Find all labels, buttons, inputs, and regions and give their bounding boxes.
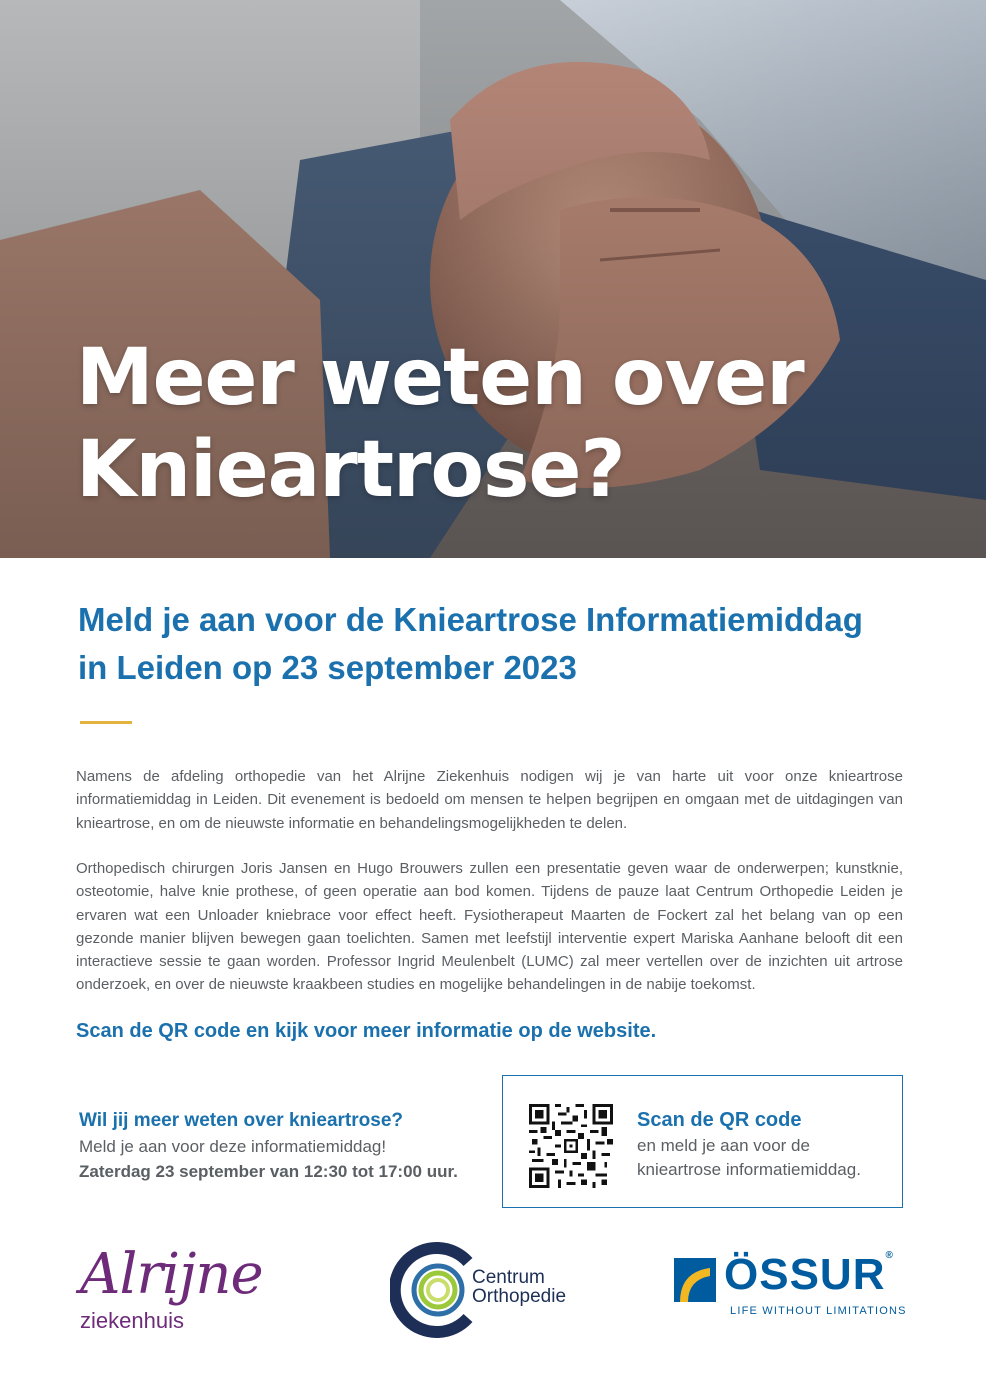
ossur-logo <box>674 1250 914 1328</box>
program-paragraph: Orthopedisch chirurgen Joris Jansen en Hugo Brouwers zullen een presentatie geven waar de onderwerpen; kunstknie, osteotomie, halve knie prothese, of geen operatie aan bod komen. Tijdens de pauze laat Centrum Orthopedie Leiden je ervaren wat een Unloader kniebrace voor effect heeft. Fysiotherapeut Maarten de Fockert zal het belang van op een gezonde manier blijven bewegen gaan toelichten. Samen met leefstijl interventie expert Mariska Aanhane belooft dit een interactieve sessie te gaan worden. Professor Ingrid Meulenbelt (LUMC) zal meer vertellen over de inzichten uit artrose onderzoek, en over de nieuwste kraakbeen studies en mogelijke behandelingen in de nabije toekomst. <box>76 860 903 994</box>
centrum-wordmark <box>472 1268 566 1306</box>
headline-line-1: Meld je aan voor de Knieartrose Informatiemiddag <box>78 601 863 638</box>
hero-title-line-2: Knieartrose? <box>76 425 625 515</box>
qr-title: Scan de QR code <box>637 1109 802 1131</box>
qr-signup-box <box>502 1075 903 1208</box>
ossur-wordmark <box>724 1250 894 1300</box>
event-info-block <box>79 1107 458 1185</box>
info-register-text: Meld je aan voor deze informatiemiddag! <box>79 1137 387 1156</box>
centrum-line-1: Centrum <box>472 1267 545 1288</box>
ossur-emblem-icon <box>674 1258 716 1302</box>
hero-title <box>76 332 804 516</box>
qr-instructions <box>637 1106 861 1182</box>
registered-mark-icon: ® <box>885 1250 894 1261</box>
alrijne-subtitle: ziekenhuis <box>80 1308 184 1333</box>
qr-line-3: knieartrose informatiemiddag. <box>637 1160 861 1179</box>
alrijne-wordmark: Alrijne <box>80 1242 263 1307</box>
hero-photo <box>0 0 986 558</box>
accent-divider <box>80 721 132 724</box>
headline-line-2: in Leiden op 23 september 2023 <box>78 649 577 686</box>
hero-title-line-1: Meer weten over <box>76 333 804 423</box>
info-question: Wil jij meer weten over knieartrose? <box>79 1110 404 1131</box>
event-headline <box>78 596 938 692</box>
info-date-time: Zaterdag 23 september van 12:30 tot 17:00 uur. <box>79 1162 458 1181</box>
centrum-line-2: Orthopedie <box>472 1286 567 1307</box>
alrijne-logo <box>80 1242 320 1336</box>
ossur-tagline: LIFE WITHOUT LIMITATIONS <box>730 1305 907 1317</box>
centrum-orthopedie-logo <box>390 1240 610 1340</box>
centrum-ring-icon <box>390 1240 480 1340</box>
scan-cta-text: Scan de QR code en kijk voor meer informatie op de website. <box>76 1020 657 1042</box>
qr-code[interactable] <box>527 1104 615 1188</box>
intro-paragraph: Namens de afdeling orthopedie van het Alrijne Ziekenhuis nodigen wij je van harte uit voor onze knieartrose informatiemiddag in Leiden. Dit evenement is bedoeld om mensen te helpen begrijpen en omgaan met de uitdagingen van knieartrose, en om de nieuwste informatie en behandelingsmogelijkheden te delen. <box>76 768 903 832</box>
qr-line-2: en meld je aan voor de <box>637 1136 810 1155</box>
ossur-word-text: ÖSSUR <box>724 1250 886 1299</box>
